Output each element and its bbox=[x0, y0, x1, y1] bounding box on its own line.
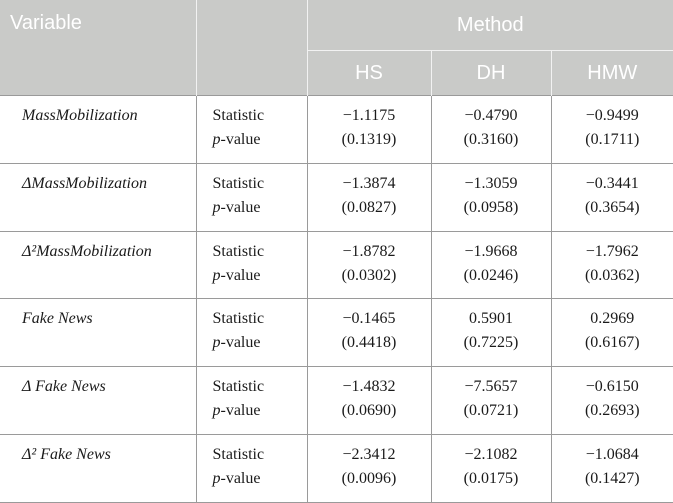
stat-labels bbox=[196, 367, 307, 435]
hs-statistic: −1.3874 bbox=[342, 174, 396, 192]
hmw-p-value: (0.1427) bbox=[584, 470, 640, 488]
variable-name: Fake News bbox=[0, 299, 196, 367]
hs-statistic: −0.1465 bbox=[342, 310, 396, 328]
dh-statistic: −2.1082 bbox=[464, 446, 518, 464]
table-row bbox=[0, 231, 673, 299]
header-col-hmw: HMW bbox=[551, 51, 673, 96]
dh-cell bbox=[431, 299, 551, 367]
stat-labels bbox=[196, 231, 307, 299]
header-variable: Variable bbox=[0, 0, 196, 96]
hs-cell bbox=[307, 231, 431, 299]
statistic-label: Statistic bbox=[212, 310, 265, 328]
hmw-statistic: −0.6150 bbox=[585, 378, 639, 396]
statistic-label: Statistic bbox=[212, 446, 265, 464]
hs-p-value: (0.0302) bbox=[341, 266, 397, 284]
hs-statistic: −2.3412 bbox=[342, 446, 396, 464]
statistic-label: Statistic bbox=[212, 107, 265, 124]
dh-p-value: (0.0958) bbox=[463, 198, 519, 216]
dh-p-value: (0.0246) bbox=[463, 266, 519, 284]
table-row bbox=[0, 299, 673, 367]
hmw-statistic: −0.3441 bbox=[585, 174, 639, 192]
hs-p-value: (0.0827) bbox=[341, 198, 397, 216]
dh-statistic: −7.5657 bbox=[464, 378, 518, 396]
header-col-hs: HS bbox=[307, 51, 431, 96]
p-value-label: p-value bbox=[212, 266, 261, 284]
dh-statistic: −1.3059 bbox=[464, 174, 518, 192]
variable-name: Δ²MassMobilization bbox=[0, 231, 196, 299]
hs-statistic: −1.4832 bbox=[342, 378, 396, 396]
p-value-label: p-value bbox=[212, 334, 261, 352]
table-header bbox=[0, 0, 673, 96]
hs-statistic: −1.1175 bbox=[342, 107, 396, 124]
header-method: Method bbox=[307, 0, 673, 51]
hmw-p-value: (0.0362) bbox=[584, 266, 640, 284]
dh-p-value: (0.3160) bbox=[463, 131, 519, 148]
hmw-cell bbox=[551, 231, 673, 299]
hs-cell bbox=[307, 367, 431, 435]
table-row bbox=[0, 163, 673, 231]
hmw-cell bbox=[551, 299, 673, 367]
hs-p-value: (0.0096) bbox=[341, 470, 397, 488]
p-value-label: p-value bbox=[212, 131, 261, 148]
dh-cell bbox=[431, 435, 551, 503]
table-row bbox=[0, 367, 673, 435]
variable-name: Δ² Fake News bbox=[0, 435, 196, 503]
dh-p-value: (0.0175) bbox=[463, 470, 519, 488]
hmw-cell bbox=[551, 96, 673, 164]
hmw-cell bbox=[551, 367, 673, 435]
hs-p-value: (0.0690) bbox=[341, 402, 397, 420]
stat-labels bbox=[196, 299, 307, 367]
dh-cell bbox=[431, 96, 551, 164]
hmw-p-value: (0.6167) bbox=[584, 334, 640, 352]
hmw-statistic: −1.0684 bbox=[585, 446, 639, 464]
statistic-label: Statistic bbox=[212, 174, 265, 192]
hmw-cell bbox=[551, 435, 673, 503]
hmw-p-value: (0.2693) bbox=[584, 402, 640, 420]
dh-cell bbox=[431, 163, 551, 231]
hs-p-value: (0.1319) bbox=[341, 131, 397, 148]
dh-p-value: (0.7225) bbox=[463, 334, 519, 352]
table-row bbox=[0, 435, 673, 503]
hmw-p-value: (0.3654) bbox=[584, 198, 640, 216]
dh-p-value: (0.0721) bbox=[463, 402, 519, 420]
variable-name: MassMobilization bbox=[0, 96, 196, 164]
table-row bbox=[0, 96, 673, 164]
table-body bbox=[0, 96, 673, 503]
hs-cell bbox=[307, 163, 431, 231]
hs-p-value: (0.4418) bbox=[341, 334, 397, 352]
hs-cell bbox=[307, 96, 431, 164]
variable-name: Δ Fake News bbox=[0, 367, 196, 435]
dh-cell bbox=[431, 231, 551, 299]
statistic-label: Statistic bbox=[212, 242, 265, 260]
hmw-statistic: −1.7962 bbox=[585, 242, 639, 260]
hmw-statistic: 0.2969 bbox=[590, 310, 635, 328]
p-value-label: p-value bbox=[212, 470, 261, 488]
dh-cell bbox=[431, 367, 551, 435]
stat-labels bbox=[196, 435, 307, 503]
hs-cell bbox=[307, 299, 431, 367]
header-blank bbox=[196, 0, 307, 96]
statistic-label: Statistic bbox=[212, 378, 265, 396]
hmw-cell bbox=[551, 163, 673, 231]
variable-name: ΔMassMobilization bbox=[0, 163, 196, 231]
p-value-label: p-value bbox=[212, 198, 261, 216]
dh-statistic: 0.5901 bbox=[469, 310, 513, 328]
header-col-dh: DH bbox=[431, 51, 551, 96]
hs-statistic: −1.8782 bbox=[342, 242, 396, 260]
p-value-label: p-value bbox=[212, 402, 261, 420]
hs-cell bbox=[307, 435, 431, 503]
stat-labels bbox=[196, 163, 307, 231]
hmw-statistic: −0.9499 bbox=[585, 107, 639, 124]
hmw-p-value: (0.1711) bbox=[585, 131, 640, 148]
dh-statistic: −0.4790 bbox=[464, 107, 518, 124]
stat-labels bbox=[196, 96, 307, 164]
dh-statistic: −1.9668 bbox=[464, 242, 518, 260]
